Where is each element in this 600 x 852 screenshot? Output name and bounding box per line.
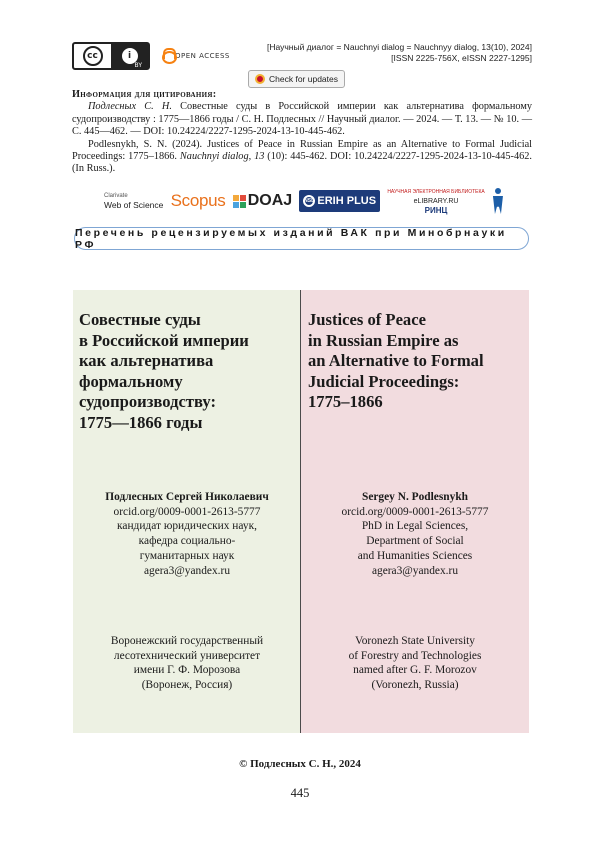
journal-issn-line: [ISSN 2225-756X, eISSN 2227-1295] [391, 53, 532, 63]
ru-affil-line: Воронежский государственный [110, 635, 264, 647]
erih-plus-logo[interactable] [299, 190, 380, 212]
en-affil-line: (Voronezh, Russia) [371, 679, 459, 692]
erih-label: ERIH PLUS [317, 195, 377, 207]
ru-affiliation [73, 634, 301, 693]
en-author-dept: Department of Social [366, 535, 464, 548]
ru-title-line: в Российской империи [79, 330, 249, 350]
citation-en-part1: Podlesnykh, S. N. (2024). Justices of Peace in Russian Empire as an Alternative to Formal Judicial Proceedings: 1775–1866. [72, 138, 532, 163]
en-title-line: Judicial Proceedings: [308, 371, 460, 391]
page-number: 445 [290, 786, 310, 800]
copyright-notice: © Подлесных С. Н., 2024 [239, 758, 361, 770]
wos-label: Web of Science [104, 200, 164, 210]
rinc-label: РИНЦ [424, 205, 448, 215]
en-author-block [301, 490, 529, 578]
cc-by-label: BY [134, 62, 142, 69]
en-orcid-link[interactable]: orcid.org/0009-0001-2613-5777 [341, 505, 489, 518]
en-affil-line: Voronezh State University [354, 635, 475, 647]
citation-ru-author: Подлесных С. Н. [88, 101, 172, 113]
ru-title-line: 1775—1866 годы [79, 412, 203, 432]
citation-ru-rest: Совестные суды в Российской империи как альтернатива формальному судопроизводству : 1775—1866 годы / С. Н. Подлесных // Научный диалог. — 2024. — Т. 13. — № 10. — С. 445—462. — DOI: 10.24224/2227-1295-2024-13-10-445-462. [72, 101, 532, 138]
ru-author-email[interactable]: agera3@yandex.ru [143, 564, 231, 577]
doaj-label: DOAJ [247, 192, 293, 209]
en-title-line: an Alternative to Formal [308, 351, 484, 370]
clarivate-label: Clarivate [104, 193, 128, 199]
en-title-line: Justices of Peace [308, 310, 426, 329]
en-affil-line: of Forestry and Technologies [348, 649, 482, 662]
by-attribution-icon: i [111, 44, 148, 68]
en-author-dept: and Humanities Sciences [357, 549, 473, 562]
doaj-logo[interactable] [233, 192, 292, 210]
check-updates-label: Check for updates [269, 74, 338, 84]
ru-title-line: судопроизводству: [79, 392, 216, 411]
citation-heading: Информация для цитирования: [72, 89, 217, 100]
elib-label: eLIBRARY.RU [413, 197, 459, 205]
ru-affil-line: имени Г. Ф. Морозова [133, 664, 241, 677]
person-icon [492, 188, 504, 214]
russian-panel [73, 290, 301, 733]
ru-author-dept: гуманитарных наук [139, 549, 235, 562]
header-row [72, 42, 532, 84]
open-lock-icon [162, 48, 173, 64]
en-author-email[interactable]: agera3@yandex.ru [371, 564, 459, 577]
scopus-logo[interactable]: Scopus [170, 191, 226, 210]
english-panel [301, 290, 529, 733]
open-access-label: OPEN ACCESS [175, 52, 230, 60]
vak-list-banner: Перечень рецензируемых изданий ВАК при Минобрнауки РФ [74, 227, 529, 250]
citation-en [72, 139, 532, 176]
crossmark-icon [255, 74, 265, 84]
en-author-name: Sergey N. Podlesnykh [361, 491, 468, 503]
ru-affil-line: лесотехнический университет [113, 649, 261, 662]
nsd-icon: NSD [303, 195, 315, 207]
ru-affil-line: (Воронеж, Россия) [141, 679, 233, 692]
en-affiliation [301, 634, 529, 693]
en-affil-line: named after G. F. Morozov [353, 664, 477, 677]
doaj-squares-icon [233, 195, 246, 208]
citation-en-part2: (10): 445-462. DOI: 10.24224/2227-1295-2024-13-10-445-462. (In Russ.). [72, 151, 532, 175]
ru-orcid-link[interactable]: orcid.org/0009-0001-2613-5777 [113, 505, 261, 518]
ru-title-line: формальному [79, 371, 183, 391]
web-of-science-logo[interactable] [104, 192, 163, 210]
ru-author-degree: кандидат юридических наук, [117, 520, 257, 533]
journal-reference [267, 42, 532, 64]
elibrary-logo[interactable] [387, 188, 484, 215]
ru-author-name: Подлесных Сергей Николаевич [105, 491, 269, 503]
cc-icon: cc [74, 44, 111, 68]
cc-by-license-logo[interactable] [72, 42, 150, 70]
ru-title-line: Совестные суды [79, 310, 201, 329]
check-for-updates-button[interactable] [248, 70, 345, 88]
en-author-degree: PhD in Legal Sciences, [361, 520, 469, 533]
en-article-title [308, 310, 523, 413]
citation-block [72, 89, 532, 176]
ru-author-dept: кафедра социально- [138, 535, 236, 548]
indexer-logos [104, 186, 504, 216]
ru-author-block [73, 490, 301, 578]
en-title-line: 1775–1866 [308, 392, 383, 411]
ru-title-line: как альтернатива [79, 351, 214, 370]
ru-article-title [79, 310, 294, 433]
journal-title-line: [Научный диалог = Nauchnyi dialog = Nauchnyy dialog, 13(10), 2024] [266, 42, 532, 52]
open-access-logo[interactable] [162, 42, 242, 70]
en-title-line: in Russian Empire as [308, 330, 459, 350]
citation-en-journal: Nauchnyi dialog, 13 [179, 151, 265, 163]
citation-ru [72, 101, 532, 138]
elib-top-label: НАУЧНАЯ ЭЛЕКТРОННАЯ БИБЛИОТЕКА [387, 188, 485, 195]
